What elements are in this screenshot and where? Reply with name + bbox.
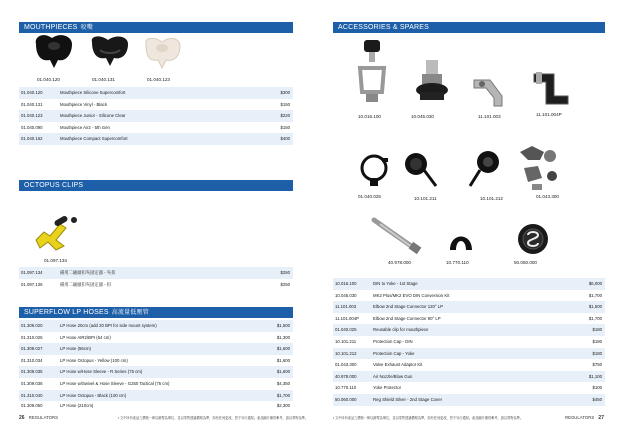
table-row: 10.770.110 Yoke Protector $100 bbox=[335, 385, 602, 391]
table-row: 01.309.038 LP Hose w/Swivel & Hose Sleeve - G250 Tactical (75 cm) $4,350 bbox=[21, 381, 290, 386]
table-row: 01.040.162 Mouthpiece Compact Supercomfort $400 bbox=[19, 133, 293, 145]
accessory-caption-11: 50.060.000 bbox=[514, 260, 537, 265]
table-row: 40.978.000 Air Nozzle/Blow Gun $1,100 bbox=[333, 371, 605, 383]
accessories-title: ACCESSORIES & SPARES bbox=[338, 24, 430, 31]
accessories-section-header bbox=[333, 22, 605, 33]
octopus-title: OCTOPUS CLIPS bbox=[24, 182, 84, 189]
left-section-label: REGULATORS bbox=[28, 415, 58, 420]
table-row: 01.097.136 備用二級頭扣夾固定器 - 扣 $250 bbox=[21, 282, 290, 287]
accessory-caption-1: 10.016.100 bbox=[358, 114, 381, 119]
superflow-section-header bbox=[19, 307, 293, 318]
table-row: 01.310.025 LP Hose AIR2/BPI (64 cm) $1,300 bbox=[21, 334, 290, 340]
superflow-title: SUPERFLOW LP HOSES bbox=[24, 309, 109, 316]
mouthpiece-caption-2: 01.040.131 bbox=[92, 77, 115, 82]
octopus-clips-section-header bbox=[19, 180, 293, 191]
right-section-label: REGULATORS bbox=[565, 415, 595, 420]
elbow-120-image bbox=[470, 70, 514, 110]
table-row: 10.101.211 Protection Cap - DIN $180 bbox=[335, 339, 602, 344]
elbow-90-image bbox=[528, 66, 574, 108]
table-row: 01.040.090 Mouthpiece Air2 - 5th Gen $150 bbox=[21, 124, 290, 130]
table-row: 01.309.027 LP Hose (56cm) $1,600 bbox=[19, 343, 293, 355]
right-page-number: 27 bbox=[598, 415, 604, 421]
yoke-protector-image bbox=[446, 224, 476, 254]
table-row: 01.097.134 備用二級頭扣夾固定器 - 夾扣 $250 bbox=[19, 267, 293, 279]
table-row: 01.040.120 Mouthpiece Silicone Supercomfort $300 bbox=[19, 87, 293, 99]
accessory-caption-5: 01.040.025 bbox=[358, 194, 381, 199]
footer-right bbox=[565, 415, 604, 421]
table-row: 01.040.131 Mouthpiece Vinyl - Black $150 bbox=[21, 101, 290, 107]
accessory-caption-4: 11.101.004P bbox=[536, 112, 562, 117]
mouthpieces-title: MOUTHPIECES bbox=[24, 24, 78, 31]
left-page-number: 26 bbox=[19, 415, 25, 421]
table-row: 01.040.025 Reusable clip for mouthpiece $180 bbox=[333, 324, 605, 336]
accessory-caption-2: 10.045.030 bbox=[411, 114, 434, 119]
table-row: 01.310.034 LP Hose Octopus - Yellow (100 cm) $1,600 bbox=[21, 357, 290, 363]
valve-exhaust-adaptor-image bbox=[514, 142, 564, 194]
accessory-caption-3: 11.101.003 bbox=[478, 114, 501, 119]
mouthpiece-clear-image bbox=[142, 34, 182, 72]
mouthpiece-vinyl-image bbox=[88, 32, 132, 72]
table-row: 01.043.300 Valve Exhaust Adaptor Kit $750 bbox=[335, 362, 602, 368]
footer-left bbox=[19, 415, 58, 421]
accessory-caption-8: 01.043.300 bbox=[536, 194, 559, 199]
footer-note-right: • 文中所有產品之價格一律以港幣為單位，並以零售建議價格為準，如有任何更改，恕不另行通知。產品圖片僅供參考，請以實物為準。 bbox=[333, 416, 524, 420]
table-row: 01.309.050 LP Hose (210cm) $2,300 bbox=[21, 403, 290, 409]
air-nozzle-image bbox=[370, 214, 424, 256]
table-row: 10.045.030 MK2 Plus/MK2 EVO DIN Conversion Kit $1,700 bbox=[335, 292, 602, 298]
accessory-caption-7: 10.101.212 bbox=[480, 196, 503, 201]
din-to-yoke-image bbox=[356, 40, 388, 108]
footer-note-left: • 文中所有產品之價格一律以港幣為單位，並以零售建議價格為準，如有任何更改，恕不另行通知。產品圖片僅供參考，請以實物為準。 bbox=[118, 416, 309, 420]
reusable-clip-image bbox=[358, 150, 390, 188]
table-row: 01.040.123 Mouthpiece Junior - Silicone Clear $220 bbox=[19, 110, 293, 122]
mouthpieces-title-zh: 咬嘴 bbox=[80, 25, 93, 31]
octopus-caption: 01.097.134 bbox=[44, 258, 67, 263]
din-conversion-kit-image bbox=[410, 60, 454, 106]
table-row: 10.016.100 DIN to Yoke - 1st Stage $6,000 bbox=[333, 278, 605, 290]
superflow-title-zh: 高流量低壓管 bbox=[111, 310, 149, 316]
accessory-caption-6: 10.101.211 bbox=[414, 196, 437, 201]
mouthpiece-caption-3: 01.040.123 bbox=[147, 77, 170, 82]
protection-cap-yoke-image bbox=[466, 148, 504, 190]
table-row: 01.310.040 LP Hose Octopus - Black (100 cm) $1,700 bbox=[19, 390, 293, 402]
reg-shield-image bbox=[516, 222, 550, 256]
mouthpiece-caption-1: 01.040.120 bbox=[37, 77, 60, 82]
protection-cap-din-image bbox=[402, 150, 440, 190]
table-row: 01.309.020 LP Hose 20cm (add 20 BPI for side mount system) $1,500 bbox=[19, 320, 293, 332]
octopus-clip-image bbox=[30, 210, 82, 256]
table-row: 10.101.212 Protection Cap - Yoke $180 bbox=[333, 348, 605, 360]
table-row: 11.101.003 Elbow 2nd Stage Connector 120° LP $1,500 bbox=[333, 301, 605, 313]
table-row: 01.309.035 LP Hose w/Hose Sleeve - R Series (75 cm) $1,600 bbox=[19, 366, 293, 378]
table-row: 11.101.004P Elbow 2nd Stage Connector 90° LP $1,700 bbox=[335, 315, 602, 321]
table-row: 50.060.000 Reg Shield Silver - 2nd Stage Cover $450 bbox=[333, 394, 605, 406]
accessory-caption-9: 40.978.000 bbox=[388, 260, 411, 265]
accessory-caption-10: 10.770.110 bbox=[446, 260, 469, 265]
mouthpiece-black-image bbox=[32, 32, 76, 72]
